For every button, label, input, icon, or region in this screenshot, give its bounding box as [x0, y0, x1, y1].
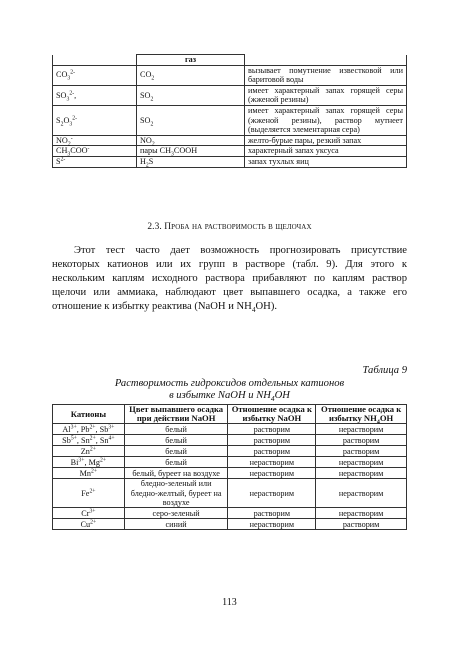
cell-nh4oh: нерастворим [316, 424, 407, 435]
cell-cation: $Sb^{5+}$, $Sn^{2+}$, $Sn^{4+}$ [53, 435, 125, 446]
cell-nh4oh: нерастворим [316, 468, 407, 479]
table-row [53, 156, 407, 167]
cell-ion: $S^{2-}$ [53, 156, 137, 167]
cell-naoh: растворим [228, 435, 316, 446]
cell-ion: $NO_2^-$ [53, 135, 137, 146]
cell-nh4oh: растворим [316, 519, 407, 530]
hydroxide-solubility-table [52, 404, 407, 530]
header-cell-precipitate-color: Цвет выпавшего осадка при действии NaOH [124, 405, 228, 424]
cell-gas: пары $CH_3COOH$ [137, 146, 245, 157]
cell-note: имеет характерный запах горящей серы (жженой резины) [245, 85, 407, 105]
cell-precipitate-color: белый [124, 424, 228, 435]
table-row [53, 65, 407, 85]
table-title: Растворимость гидроксидов отдельных катионов в избытке NaOH и $NH_4OH$ [114, 378, 345, 404]
cell-precipitate-color: белый [124, 446, 228, 457]
table-row [53, 508, 407, 519]
cell-nh4oh: растворим [316, 446, 407, 457]
cell-gas: $H_2S$ [137, 156, 245, 167]
cell-gas: $SO_2$ [137, 85, 245, 105]
table-row [53, 85, 407, 105]
header-cell-gas: газ [137, 55, 245, 66]
cell-gas: $NO_2$ [137, 135, 245, 146]
gas-evolution-table [52, 54, 407, 168]
cell-note: характерный запах уксуса [245, 146, 407, 157]
cell-cation: $Zn^{2+}$ [53, 446, 125, 457]
table-row [53, 424, 407, 435]
section-heading: 2.3. Проба на растворимость в щелочах [147, 222, 312, 232]
cell-note: имеет характерный запах горящей серы (жженой резины), раствор мутнеет (выделяется элементарная сера) [245, 105, 407, 135]
table-row [53, 135, 407, 146]
cell-ion: $SO_3^{2-}$, [53, 85, 137, 105]
cell-gas: $CO_2$ [137, 65, 245, 85]
cell-naoh: нерастворим [228, 457, 316, 468]
cell-note: желто-бурые пары, резкий запах [245, 135, 407, 146]
cell-naoh: растворим [228, 446, 316, 457]
cell-cation: $Al^{3+}$, $Pb^{2+}$, $Sb^{3+}$ [53, 424, 125, 435]
cell-precipitate-color: белый [124, 457, 228, 468]
cell-nh4oh: растворим [316, 435, 407, 446]
cell-cation: $Cu^{2+}$ [53, 519, 125, 530]
page-number: 113 [222, 597, 237, 608]
table-header-row [53, 55, 407, 66]
cell-precipitate-color: белый, буреет на воздухе [124, 468, 228, 479]
cell-precipitate-color: синий [124, 519, 228, 530]
cell-gas: $SO_2$ [137, 105, 245, 135]
table-row [53, 146, 407, 157]
cell-cation: $Bi^{3+}$, $Mg^{2+}$ [53, 457, 125, 468]
cell-cation: $Fe^{2+}$ [53, 479, 125, 508]
header-cell-cations: Катионы [53, 405, 125, 424]
cell-precipitate-color: белый [124, 435, 228, 446]
cell-precipitate-color: бледно-зеленый или бледно-желтый, буреет на воздухе [124, 479, 228, 508]
cell-note: запах тухлых яиц [245, 156, 407, 167]
table-label: Таблица 9 [362, 365, 407, 376]
cell-ion: $S_2O_3^{2-}$ [53, 105, 137, 135]
cell-cation: $Mn^{2+}$ [53, 468, 125, 479]
cell-naoh: нерастворим [228, 479, 316, 508]
cell-naoh: нерастворим [228, 468, 316, 479]
body-paragraph [52, 244, 407, 314]
cell-naoh: нерастворим [228, 519, 316, 530]
header-cell-blank [245, 55, 407, 66]
table-row [53, 457, 407, 468]
table-row [53, 435, 407, 446]
table-row [53, 446, 407, 457]
table-row [53, 105, 407, 135]
cell-note: вызывает помутнение известковой или баритовой воды [245, 65, 407, 85]
cell-naoh: растворим [228, 424, 316, 435]
table-header-row [53, 405, 407, 424]
cell-ion: $CO_3^{2-}$ [53, 65, 137, 85]
cell-nh4oh: нерастворим [316, 457, 407, 468]
paragraph-text: Этот тест часто дает возможность прогнозировать присутствие некоторых катионов или их групп в растворе (табл. 9). Для этого к нескольким каплям исходного раствора прибавляют по каплям раствор щелочи или аммиака, наблюдают цвет выпавшего осадка, а также его отношение к избытку реактива (NaOH и $NH_4OH$). [52, 245, 407, 315]
cell-nh4oh: нерастворим [316, 479, 407, 508]
table-row [53, 468, 407, 479]
header-cell-blank [53, 55, 137, 66]
cell-precipitate-color: серо-зеленый [124, 508, 228, 519]
cell-cation: $Cr^{3+}$ [53, 508, 125, 519]
cell-naoh: растворим [228, 508, 316, 519]
header-cell-naoh-excess: Отношение осадка к избытку NaOH [228, 405, 316, 424]
cell-ion: $CH_3COO^-$ [53, 146, 137, 157]
cell-nh4oh: нерастворим [316, 508, 407, 519]
table-row [53, 479, 407, 508]
header-cell-nh4oh-excess: Отношение осадка к избытку $NH_4OH$ [316, 405, 407, 424]
table-row [53, 519, 407, 530]
